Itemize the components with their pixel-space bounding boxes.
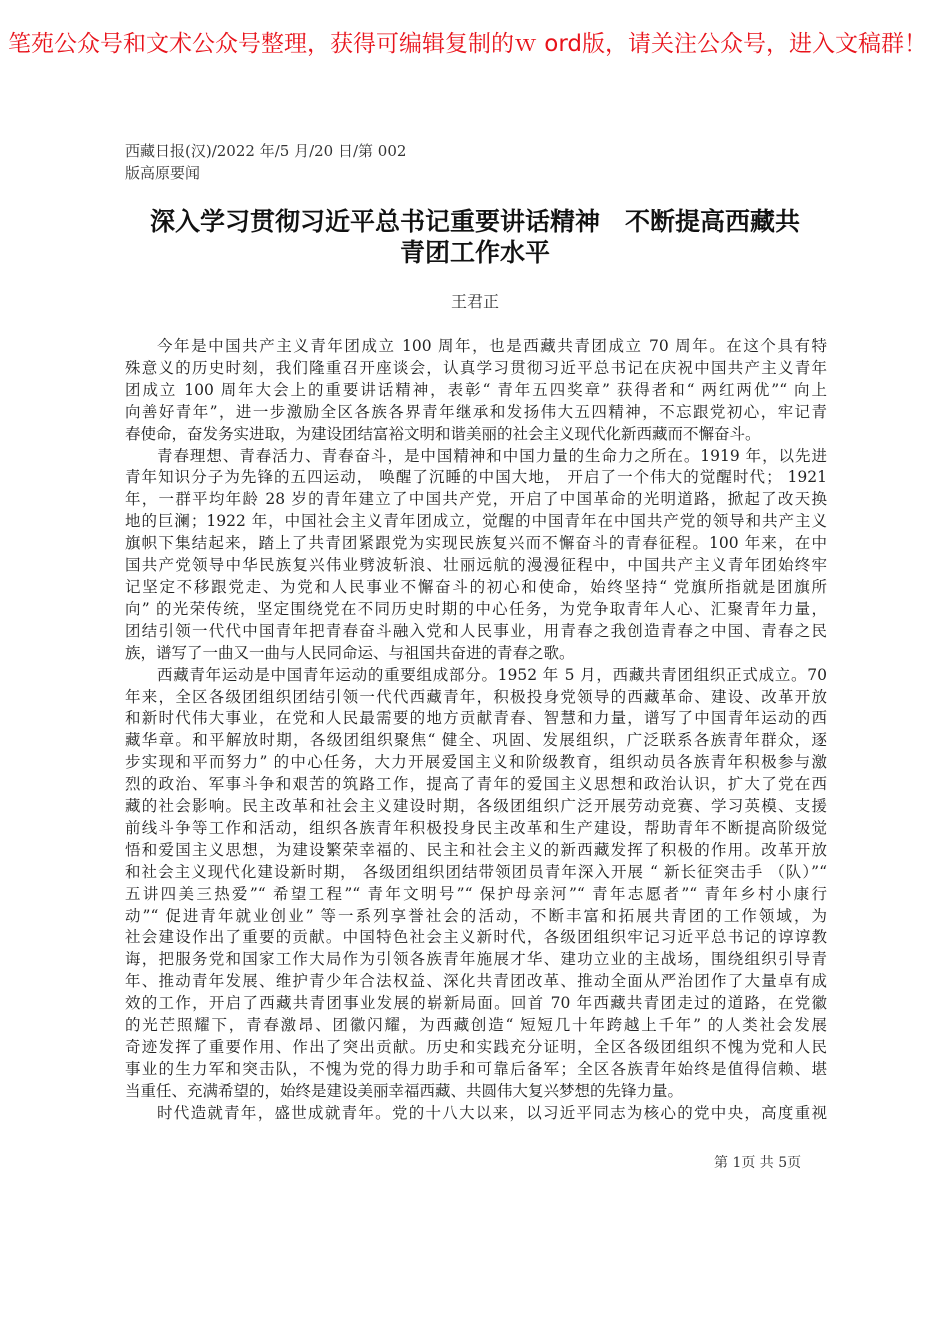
text-line: 事业的生力军和突击队，不愧为党的得力助手和可靠后备军；全区各族青年始终是值得信赖、堪: [125, 1059, 827, 1078]
text-line: 五讲四美三热爱”“ 希望工程”“ 青年文明号”“ 保护母亲河”“ 青年志愿者”“ 青年乡村小康行: [125, 884, 827, 903]
text-line: 年、推动青年发展、维护青少年合法权益、深化共青团改革、推动全面从严治团作了大量卓有成: [125, 972, 827, 991]
text-line: 前线斗争等工作和活动，组织各族青年积极投身民主改革和生产建设，帮助青年不断提高阶级觉: [125, 818, 827, 837]
text-line: 记坚定不移跟党走、为党和人民事业不懈奋斗的初心和使命，始终坚持“ 党旗所指就是团旗所: [125, 577, 827, 596]
text-line: 藏华章。和平解放时期，各级团组织聚焦“ 健全、巩固、发展组织，广泛联系各族青年群众，逐: [125, 731, 827, 750]
text-line: 动”“ 促进青年就业创业” 等一系列享誉社会的活动，不断丰富和拓展共青团的工作领域，为: [125, 906, 827, 925]
text-line: 殊意义的历史时刻，我们隆重召开座谈会，认真学习贯彻习近平总书记在庆祝中国共产主义青年: [125, 358, 827, 377]
text-line: 当重任、充满希望的，始终是建设美丽幸福西藏、共圆伟大复兴梦想的先锋力量。: [125, 1081, 684, 1100]
text-line: 藏的社会影响。民主改革和社会主义建设时期，各级团组织广泛开展劳动竞赛、学习英模、支援: [125, 797, 827, 816]
text-line: 青春理想、青春活力、青春奋斗，是中国精神和中国力量的生命力之所在。1919 年，以先进: [157, 446, 827, 465]
text-line: 地的巨澜；1922 年，中国社会主义青年团成立，觉醒的中国青年在中国共产党的领导和共产主义: [125, 512, 827, 531]
source-section: 版高原要闻: [125, 164, 201, 182]
text-line: 向” 的光荣传统，坚定围绕党在不同历史时期的中心任务，为党争取青年人心、汇聚青年力量，: [125, 599, 827, 618]
text-line: 向善好青年”，进一步激励全区各族各界青年继承和发扬伟大五四精神，不忘跟党初心，牢记青: [125, 402, 827, 421]
article-title: [110, 206, 840, 268]
text-line: 今年是中国共产主义青年团成立 100 周年，也是西藏共青团成立 70 周年。在这个具有特: [157, 337, 827, 355]
text-line: 效的工作，开启了西藏共青团事业发展的崭新局面。回首 70 年西藏共青团走过的道路，在党徽: [125, 994, 827, 1013]
text-line: 青年知识分子为先锋的五四运动， 唤醒了沉睡的中国大地， 开启了一个伟大的觉醒时代； 1921: [125, 468, 827, 487]
text-line: 诲，把服务党和国家工作大局作为引领各族青年施展才华、建功立业的主战场，围绕组织引导青: [125, 950, 827, 969]
text-line: 旗帜下集结起来，踏上了共青团紧跟党为实现民族复兴而不懈奋斗的青春征程。100 年来，在中: [125, 534, 827, 553]
paragraph: [125, 665, 827, 1103]
title-line: 青团工作水平: [399, 238, 550, 267]
source-info: [125, 140, 406, 184]
promo-notice: 笔苑公众号和文术公众号整理，获得可编辑复制的ｗ ord版，请关注公众号，进入文稿群！: [8, 31, 928, 57]
text-line: 年，一群平均年龄 28 岁的青年建立了中国共产党，开启了中国革命的光明道路，掀起了改天换: [125, 490, 827, 509]
text-line: 年来，全区各级团组织团结引领一代代西藏青年，积极投身党领导的西藏革命、建设、改革开放: [125, 687, 827, 706]
page-number: 第 1页 共 5页: [714, 1155, 802, 1171]
article-body: [125, 336, 827, 1125]
text-line: 悟和爱国主义思想，为建设繁荣幸福的、民主和社会主义的新西藏发挥了积极的作用。改革开放: [125, 840, 827, 859]
text-line: 步实现和平而努力” 的中心任务，大力开展爱国主义和阶级教育，组织动员各族青年积极参与激: [125, 753, 827, 772]
text-line: 奇迹发挥了重要作用、作出了突出贡献。历史和实践充分证明，全区各级团组织不愧为党和人民: [125, 1038, 827, 1056]
text-line: 时代造就青年，盛世成就青年。党的十八大以来，以习近平同志为核心的党中央，高度重视: [157, 1103, 827, 1122]
text-line: 和新时代伟大事业，在党和人民最需要的地方贡献青春、智慧和力量，谱写了中国青年运动的西: [125, 709, 827, 728]
author: 王君正: [450, 292, 499, 311]
text-line: 团结引领一代代中国青年把青春奋斗融入党和人民事业，用青春之我创造青春之中国、青春之民: [125, 621, 827, 640]
text-line: 西藏青年运动是中国青年运动的重要组成部分。1952 年 5 月，西藏共青团组织正式成立。70: [157, 665, 827, 684]
text-line: 烈的政治、军事斗争和艰苦的筑路工作，提高了青年的爱国主义思想和政治认识，扩大了党在西: [125, 775, 827, 794]
title-line: 深入学习贯彻习近平总书记重要讲话精神 不断提高西藏共: [149, 207, 800, 236]
text-line: 族，谱写了一曲又一曲与人民同命运、与祖国共奋进的青春之歌。: [125, 643, 575, 662]
paragraph: [125, 336, 827, 446]
text-line: 的光芒照耀下，青春激昂、团徽闪耀，为西藏创造“ 短短几十年跨越上千年” 的人类社会发展: [125, 1016, 827, 1035]
text-line: 团成立 100 周年大会上的重要讲话精神，表彰“ 青年五四奖章” 获得者和“ 两红两优”“ 向上: [125, 380, 827, 399]
paragraph: [125, 446, 827, 665]
paragraph: [125, 1103, 827, 1125]
text-line: 春使命，奋发务实进取，为建设团结富裕文明和谐美丽的社会主义现代化新西藏而不懈奋斗。: [125, 424, 761, 443]
text-line: 国共产党领导中华民族复兴伟业劈波斩浪、壮丽远航的漫漫征程中，中国共产主义青年团始终牢: [125, 556, 827, 575]
text-line: 和社会主义现代化建设新时期， 各级团组织团结带领团员青年深入开展 “ 新长征突击手 （队）”“: [125, 862, 827, 881]
source-line: 西藏日报(汉)/2022 年/5 月/20 日/第 002: [125, 142, 407, 160]
text-line: 社会建设作出了重要的贡献。中国特色社会主义新时代，各级团组织牢记习近平总书记的谆谆教: [125, 928, 827, 947]
